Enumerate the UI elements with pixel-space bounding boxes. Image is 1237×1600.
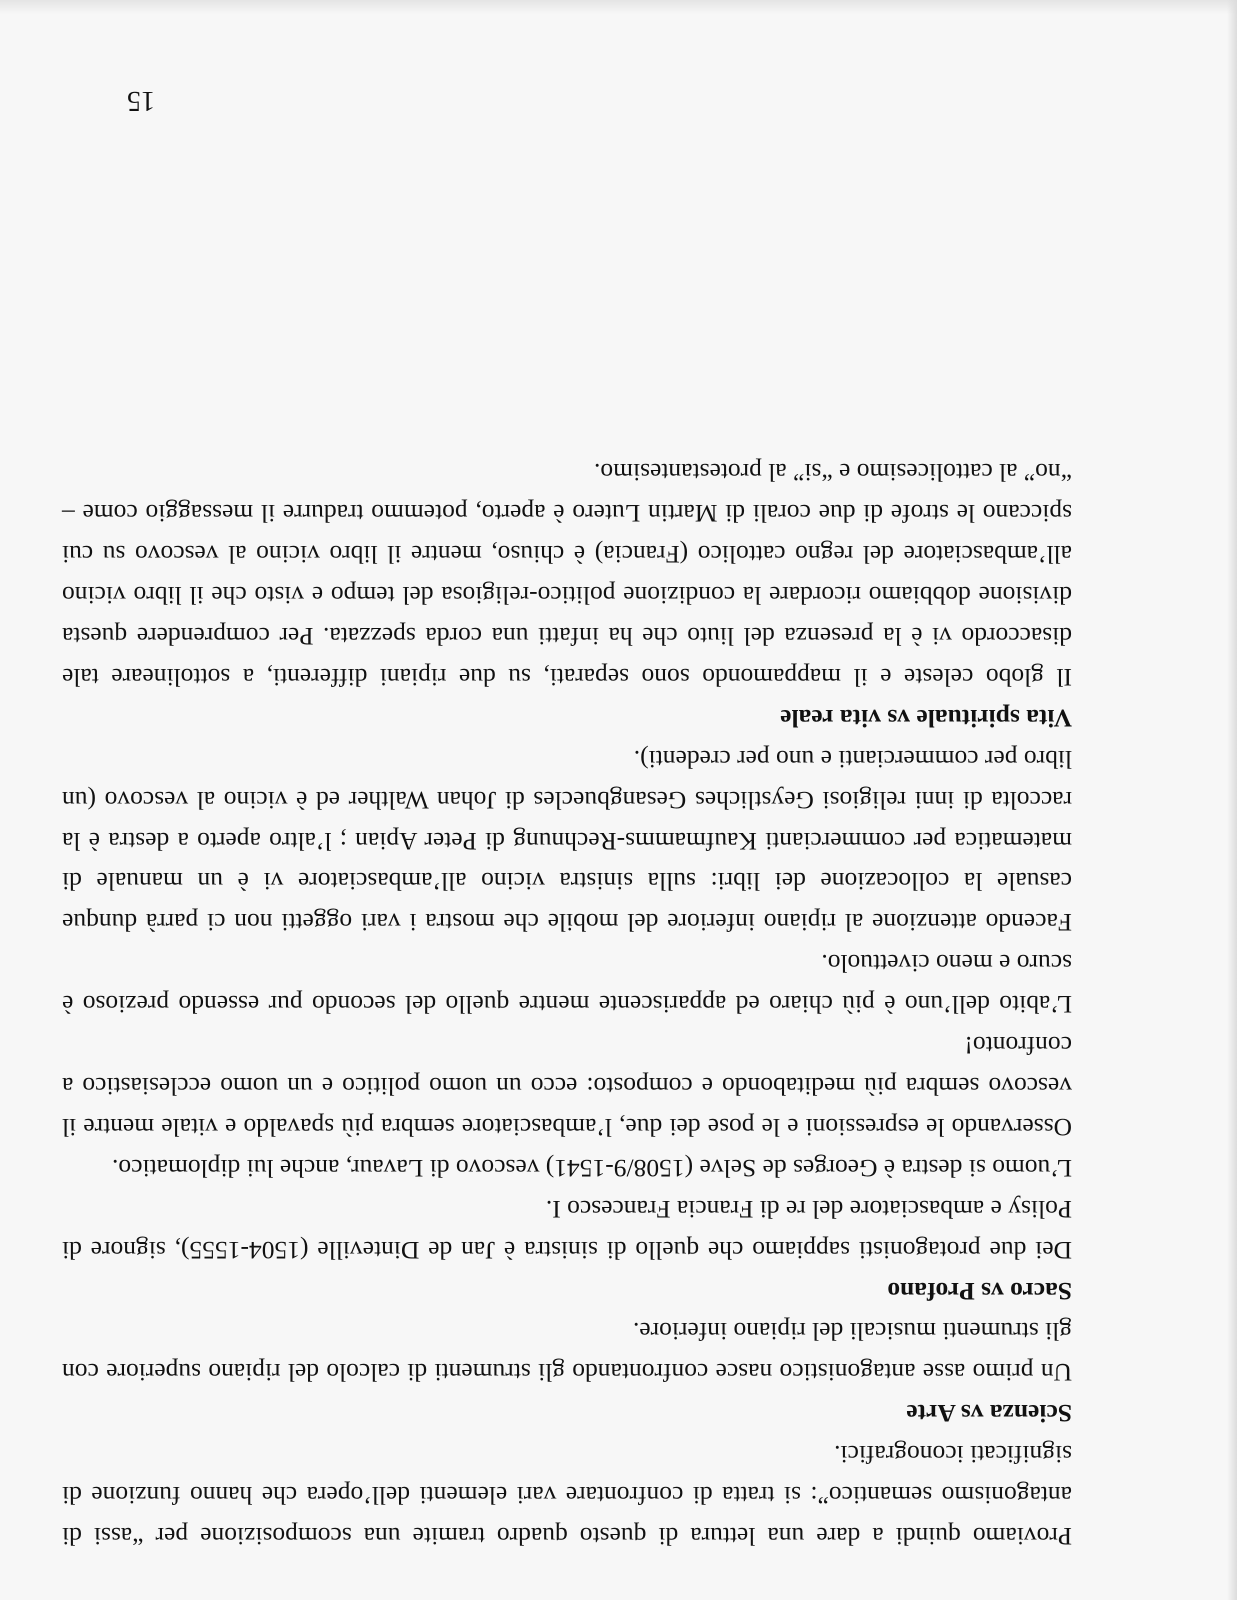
paragraph-libri: Facendo attenzione al ripiano inferiore del mobile che mostra i vari oggetti non ci parrà dunque casuale la collocazione dei libri: sulla sinistra vicino all’ambasciatore vi è un manuale di matematica per commercianti Kaufmamms-Rechnung di Peter Apian ; l’altro aperto a destra è la raccolta di inni religiosi Geystliches Gesangbuecles di Johan Walther ed è vicino al vescovo (un libro per commercianti e uno per credenti). <box>62 744 1072 938</box>
paragraph-intro: Proviamo quindi a dare una lettura di questo quadro tramite una scomposizione per “assi di antagonismo semantico”: si tratta di confrontare vari elementi dell’opera che hanno funzione di significati iconografici. <box>62 1440 1072 1551</box>
body-text <box>62 452 1072 1556</box>
paragraph-uomo-destra: L’uomo si destra è Georges de Selve (1508/9-1541) vescovo di Lavaur, anche lui diplomatico. <box>112 1153 1072 1183</box>
heading-sacro-vs-profano: Sacro vs Profano <box>887 1276 1072 1306</box>
paragraph-globo: Il globo celeste e il mappamondo sono separati, su due ripiani differenti, a sottolineare tale disaccordo vi è la presenza del liuto che ha infatti una corda spezzata. Per comprendere questa divisione dobbiamo ricordare la condizione politico-religiosa del tempo e visto che il libro vicino all’ambasciatore del regno cattolico (Francia) è chiuso, mentre il libro vicino al vescovo su cui spiccano le strofe di due corali di Martin Lutero è aperto, potemmo tradurre il messaggio come – “no” al cattolicesimo e “si” al protestantesimo. <box>62 458 1072 692</box>
paragraph-abito: L’abito dell’uno è più chiaro ed appariscente mentre quello del secondo pur essendo prezioso è scuro e meno civettuolo. <box>62 949 1072 1020</box>
page-number: 15 <box>127 85 155 116</box>
paragraph-protagonisti: Dei due protagonisti sappiamo che quello di sinistra è Jan de Dinteville (1504-1555), signore di Polisy e ambasciatore del re di Francia Francesco I. <box>62 1194 1072 1265</box>
paragraph-scienza: Un primo asse antagonistico nasce confrontando gli strumenti di calcolo del ripiano superiore con gli strumenti musicali del ripiano inferiore. <box>62 1317 1072 1388</box>
paragraph-espressioni: Osservando le espressioni e le pose dei due, l’ambasciatore sembra più spavaldo e vitale mentre il vescovo sembra più meditabondo e composto: ecco un uomo politico e un uomo ecclesiastico a confronto! <box>62 1031 1072 1142</box>
heading-scienza-vs-arte: Scienza vs Arte <box>906 1399 1072 1429</box>
heading-vita-spirituale: Vita spirituale vs vita reale <box>780 703 1072 733</box>
